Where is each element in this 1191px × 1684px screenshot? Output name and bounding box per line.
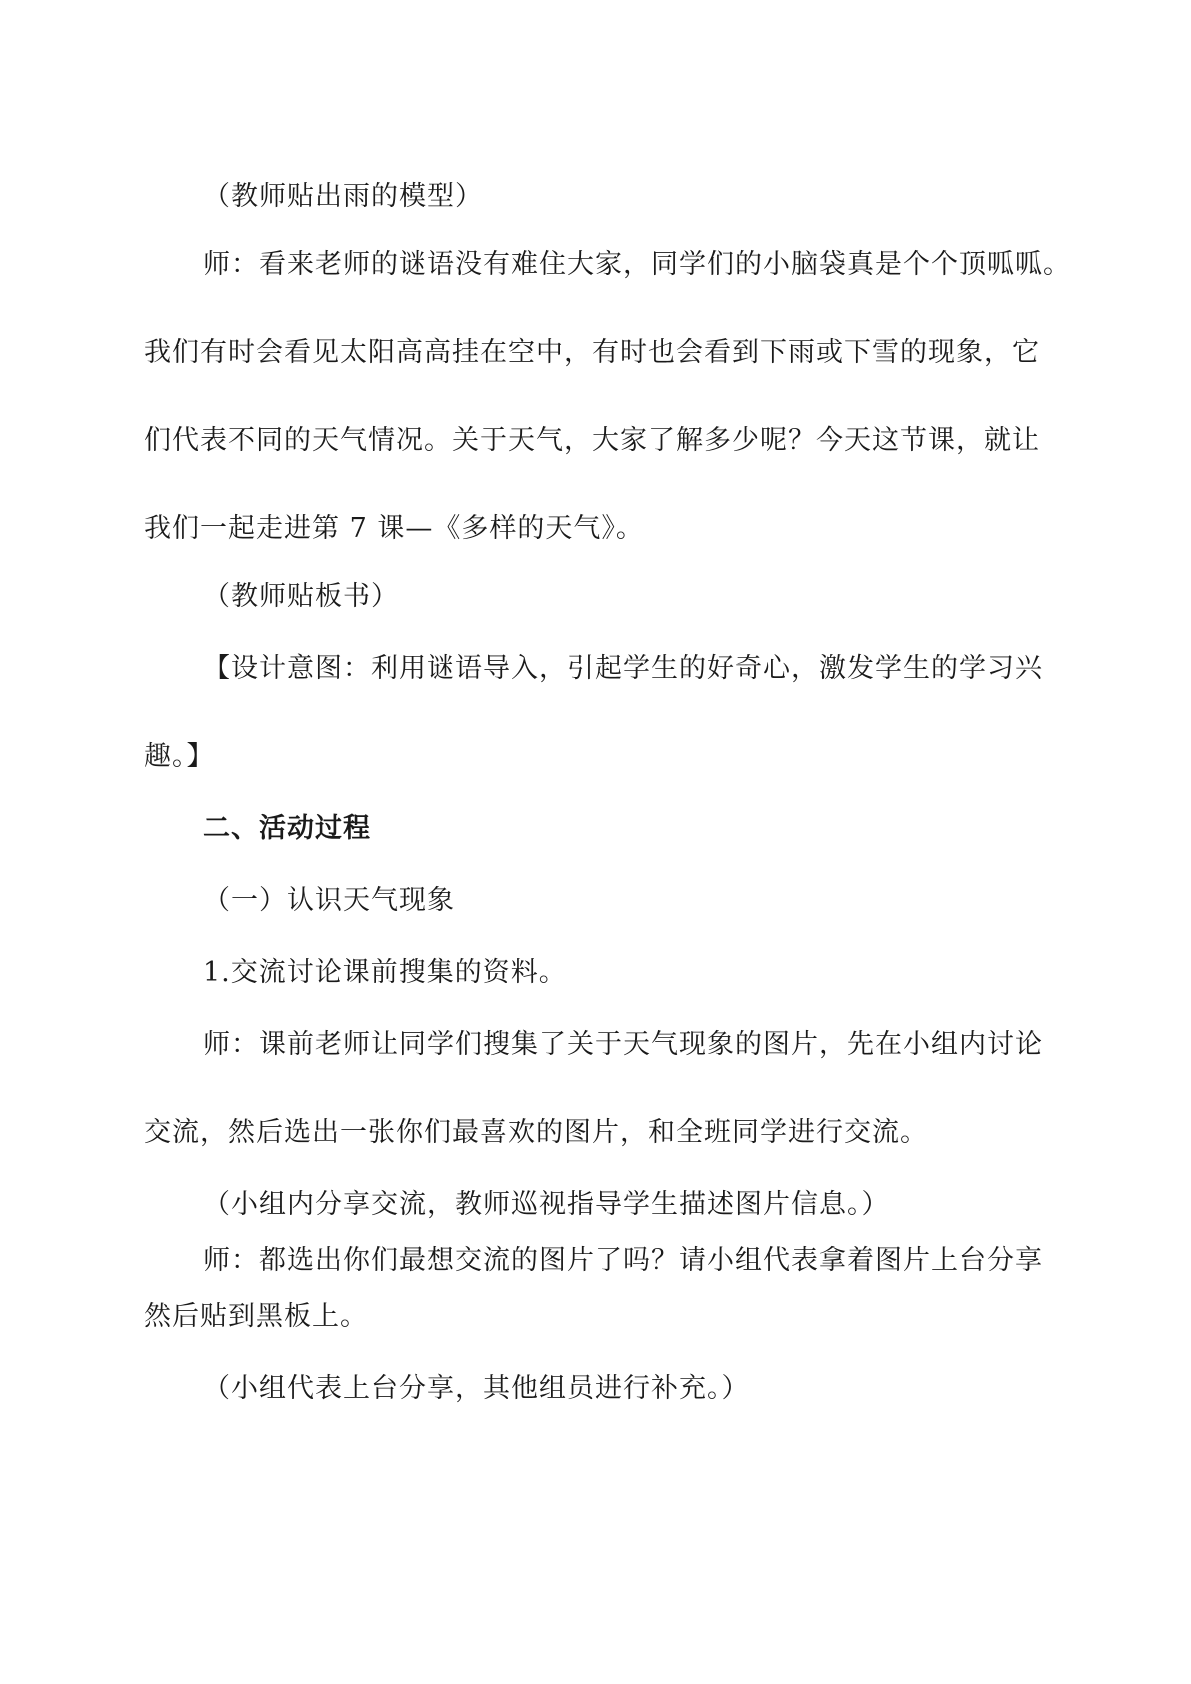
paragraph-teacher-board: （教师贴板书） xyxy=(203,581,399,612)
paragraph-teacher-riddle-line-2: 我们有时会看见太阳高高挂在空中，有时也会看到下雨或下雪的现象，它 xyxy=(144,337,1040,368)
paragraph-teacher-question-line-2: 然后贴到黑板上。 xyxy=(144,1301,368,1332)
design-intent-line-1: 【设计意图：利用谜语导入，引起学生的好奇心，激发学生的学习兴 xyxy=(203,653,1043,684)
design-intent-line-2: 趣。】 xyxy=(144,741,215,772)
paragraph-group-representative: （小组代表上台分享，其他组员进行补充。） xyxy=(203,1373,750,1404)
paragraph-group-sharing: （小组内分享交流，教师巡视指导学生描述图片信息。） xyxy=(203,1189,890,1220)
paragraph-teacher-rain-model: （教师贴出雨的模型） xyxy=(203,181,483,212)
subsection-heading-weather-phenomena: （一）认识天气现象 xyxy=(203,885,455,916)
paragraph-teacher-question-line-1: 师：都选出你们最想交流的图片了吗？请小组代表拿着图片上台分享 xyxy=(203,1245,1043,1276)
paragraph-teacher-riddle-line-1: 师：看来老师的谜语没有难住大家，同学们的小脑袋真是个个顶呱呱。 xyxy=(203,249,1071,280)
paragraph-teacher-riddle-line-4: 我们一起走进第 7 课—《多样的天气》。 xyxy=(144,513,644,544)
step-1-discussion: 1.交流讨论课前搜集的资料。 xyxy=(203,957,567,988)
section-heading-activity-process: 二、活动过程 xyxy=(203,813,371,844)
paragraph-teacher-pictures-line-2: 交流，然后选出一张你们最喜欢的图片，和全班同学进行交流。 xyxy=(144,1117,928,1148)
paragraph-teacher-riddle-line-3: 们代表不同的天气情况。关于天气，大家了解多少呢？今天这节课，就让 xyxy=(144,425,1040,456)
paragraph-teacher-pictures-line-1: 师：课前老师让同学们搜集了关于天气现象的图片，先在小组内讨论 xyxy=(203,1029,1043,1060)
